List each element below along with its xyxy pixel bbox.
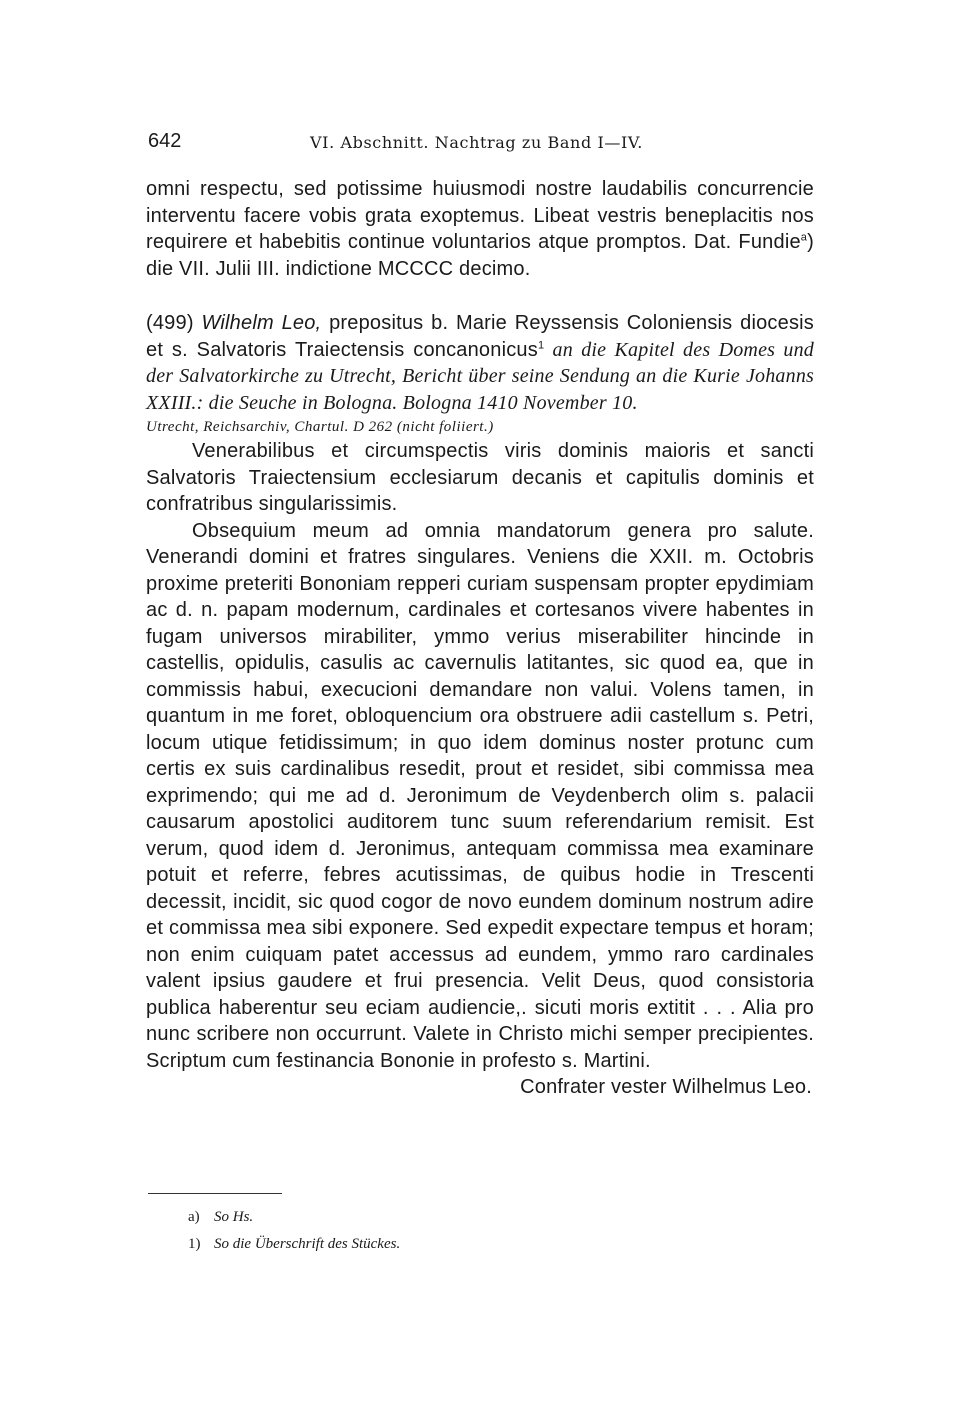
letter-address: Venerabilibus et circumspectis viris dominis maioris et sancti Salvatoris Traiectensium ecclesiarum decanis et capitulis dominis et confratribus singularissimis.: [146, 440, 814, 515]
footnote-mark: a): [188, 1209, 200, 1225]
running-title: VI. Abschnitt. Nachtrag zu Band I—IV.: [310, 133, 643, 152]
footnote-item: [190, 1231, 690, 1258]
page-number: 642: [148, 130, 182, 152]
footnotes: [190, 1204, 690, 1258]
source-reference: Utrecht, Reichsarchiv, Chartul. D 262 (nicht foliiert.): [146, 419, 494, 435]
document-heading: [146, 310, 814, 416]
document-title: prepositus b. Marie Reyssensis Coloniensis diocesis et s. Salvatoris Traiectensis concanonicus: [146, 312, 815, 361]
footnote-text: So Hs.: [214, 1209, 254, 1225]
footnote-text: So die Überschrift des Stückes.: [214, 1236, 401, 1252]
opening-text: omni respectu, sed potissime huiusmodi nostre laudabilis concurrencie interventu facere vobis grata exoptemus. Libeat vestris beneplacitis nos requirere et habebitis continue voluntarios atque promptos. Dat. Fundie: [146, 178, 814, 253]
opening-paragraph: [146, 176, 814, 282]
document-number: (499): [146, 312, 194, 334]
note-mark-1: 1: [537, 338, 545, 351]
letter-body: Obsequium meum ad omnia mandatorum genera pro salute. Venerandi domini et fratres singulares. Veniens die XXII. m. Octobris proxime preteriti Bononiam repperi curiam suspensam propter epydimiam ac d. n. papam modernum, cardinales et cortesanos vivere habentes in fugam universos mirabiliter, ymmo verius miserabiliter hincinde in castellis, opidulis, casulis ac cavernulis latitantes, sic quod ea, que in commissis habui, execucioni demandare non valui. Volens tamen, in quantum in me foret, obloquencium ora obstruere adii castellum s. Petri, locum utique fetidissimum; in quo idem dominus noster protunc cum certis ex suis cardinalibus resedit, prout et residet, sibi commissa mea exprimendo; qui me ad d. Jeronimum de Veydenberch olim s. palacii causarum apostolici auditorem tunc suum referendarium remisit. Est verum, quod idem d. Jeronimus, antequam commissa mea examinare potuit et referre, febres acutissimas, de quibus hodie in Trescenti decessit, incidit, sic quod cogor de novo eundem dominum nostrum adire et commissa mea sibi exponere. Sed expedit expectare tempus et horam; non enim cuiquam patet accessus ad eundem, ymmo raro cardinales valent ipsius gaudere et frui presencia. Velit Deus, quod consistoria publica haberentur seu eciam audiencie,. sicuti moris extitit . . . Alia pro nunc scribere non occurrunt. Valete in Christo michi semper precipientes. Scriptum cum festinancia Bononie in profesto s. Martini.: [146, 519, 814, 1072]
footnote-divider: [148, 1193, 282, 1194]
document-author: Wilhelm Leo,: [201, 312, 322, 334]
document-regest: an die Kapitel des Domes und der Salvatorkirche zu Utrecht, Bericht über seine Sendung an die Kurie Johanns XXIII.: die Seuche in Bologna. Bologna 1410 November 10.: [146, 338, 814, 414]
page-header: [148, 128, 828, 160]
footnote-mark: 1): [188, 1236, 201, 1252]
opening-date-text: ) die VII. Julii III. indictione MCCCC decimo.: [146, 231, 814, 280]
footnote-item: [190, 1204, 690, 1231]
main-text: [146, 176, 814, 1101]
letter-signature: Confrater vester Wilhelmus Leo.: [520, 1076, 812, 1098]
note-mark-a: a: [800, 231, 808, 244]
